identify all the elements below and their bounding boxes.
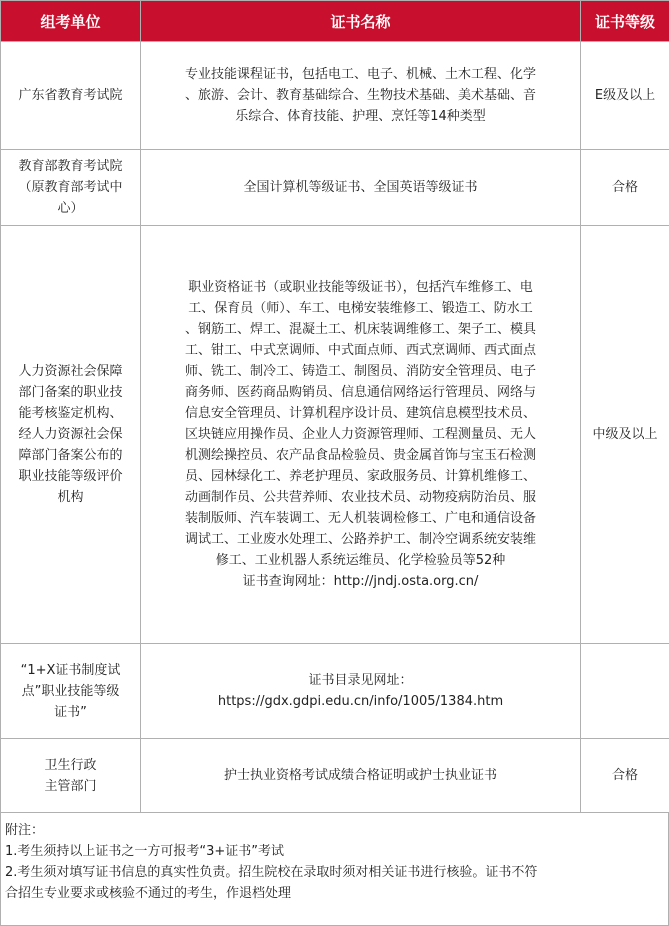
org-line: 广东省教育考试院: [4, 85, 137, 106]
notes-title: 附注：: [5, 820, 664, 841]
header-certificate-level: 证书等级: [581, 1, 669, 42]
org-line: 机构: [4, 487, 137, 508]
table-row: [1, 42, 669, 150]
certificate-name-line: 、旅游、会计、教育基础综合、生物技术基础、美术基础、音: [147, 85, 574, 106]
org-line: 职业技能等级评价: [4, 466, 137, 487]
table-row: [1, 150, 669, 226]
certificate-lookup-url: 证书查询网址：http://jndj.osta.org.cn/: [147, 571, 574, 592]
org-line: “1+X证书制度试: [4, 660, 137, 681]
certificate-name-line: 调试工、工业废水处理工、公路养护工、制冷空调系统安装维: [147, 529, 574, 550]
org-line: （原教育部考试中: [4, 177, 137, 198]
header-org: 组考单位: [1, 1, 141, 42]
org-line: 点”职业技能等级: [4, 681, 137, 702]
certificate-name-cell: [141, 644, 581, 739]
certificate-name-cell: [141, 150, 581, 226]
note-item: 1.考生须持以上证书之一方可报考“3+证书”考试: [5, 841, 664, 862]
org-line: 人力资源社会保障: [4, 361, 137, 382]
org-line: 心）: [4, 198, 137, 219]
org-line: 部门备案的职业技: [4, 382, 137, 403]
org-cell: [1, 150, 141, 226]
certificate-level-cell: 合格: [581, 150, 669, 226]
certificate-catalog-url: https://gdx.gdpi.edu.cn/info/1005/1384.htm: [147, 691, 574, 712]
table-header-row: [1, 1, 669, 42]
org-cell: [1, 42, 141, 150]
notes-section: [0, 813, 669, 926]
org-line: 障部门备案公布的: [4, 445, 137, 466]
certificate-name-line: 动画制作员、公共营养师、农业技术员、动物疫病防治员、服: [147, 487, 574, 508]
org-line: 教育部教育考试院: [4, 156, 137, 177]
certificate-name-line: 机测绘操控员、农产品食品检验员、贵金属首饰与宝玉石检测: [147, 445, 574, 466]
certificate-name-line: 信息安全管理员、计算机程序设计员、建筑信息模型技术员、: [147, 403, 574, 424]
org-line: 主管部门: [4, 776, 137, 797]
org-line: 卫生行政: [4, 755, 137, 776]
note-item: 合招生专业要求或核验不通过的考生，作退档处理: [5, 883, 664, 904]
certificate-level-cell: 中级及以上: [581, 226, 669, 644]
certificate-name-line: 工、钳工、中式烹调师、中式面点师、西式烹调师、西式面点: [147, 340, 574, 361]
certificate-name-cell: [141, 739, 581, 813]
certificate-name-line: 全国计算机等级证书、全国英语等级证书: [147, 177, 574, 198]
org-line: 经人力资源社会保: [4, 424, 137, 445]
certificate-name-line: 商务师、医药商品购销员、信息通信网络运行管理员、网络与: [147, 382, 574, 403]
note-item: 2.考生须对填写证书信息的真实性负责。招生院校在录取时须对相关证书进行核验。证书不符: [5, 862, 664, 883]
certificate-name-line: 护士执业资格考试成绩合格证明或护士执业证书: [147, 765, 574, 786]
certificate-name-cell: [141, 226, 581, 644]
header-certificate-name: 证书名称: [141, 1, 581, 42]
org-cell: [1, 226, 141, 644]
certificate-name-line: 职业资格证书（或职业技能等级证书），包括汽车维修工、电: [147, 277, 574, 298]
org-line: 能考核鉴定机构、: [4, 403, 137, 424]
certificate-name-line: 区块链应用操作员、企业人力资源管理师、工程测量员、无人: [147, 424, 574, 445]
org-line: 证书”: [4, 702, 137, 723]
certificate-level-cell: [581, 644, 669, 739]
table-row: [1, 739, 669, 813]
certificate-name-line: 员、园林绿化工、养老护理员、家政服务员、计算机维修工、: [147, 466, 574, 487]
certificate-name-line: 修工、工业机器人系统运维员、化学检验员等52种: [147, 550, 574, 571]
org-cell: [1, 739, 141, 813]
certificate-name-line: 师、铣工、制冷工、铸造工、制图员、消防安全管理员、电子: [147, 361, 574, 382]
table-row: [1, 226, 669, 644]
table-row: [1, 644, 669, 739]
certificate-level-cell: 合格: [581, 739, 669, 813]
certificate-name-line: 专业技能课程证书，包括电工、电子、机械、土木工程、化学: [147, 64, 574, 85]
certificate-name-line: 装制版师、汽车装调工、无人机装调检修工、广电和通信设备: [147, 508, 574, 529]
certificate-name-line: 、钢筋工、焊工、混凝土工、机床装调维修工、架子工、模具: [147, 319, 574, 340]
certificate-name-line: 乐综合、体育技能、护理、烹饪等14种类型: [147, 106, 574, 127]
certificate-name-line: 证书目录见网址：: [147, 670, 574, 691]
certificate-name-line: 工、保育员（师）、车工、电梯安装维修工、锻造工、防水工: [147, 298, 574, 319]
certificate-level-cell: E级及以上: [581, 42, 669, 150]
certificate-name-cell: [141, 42, 581, 150]
org-cell: [1, 644, 141, 739]
